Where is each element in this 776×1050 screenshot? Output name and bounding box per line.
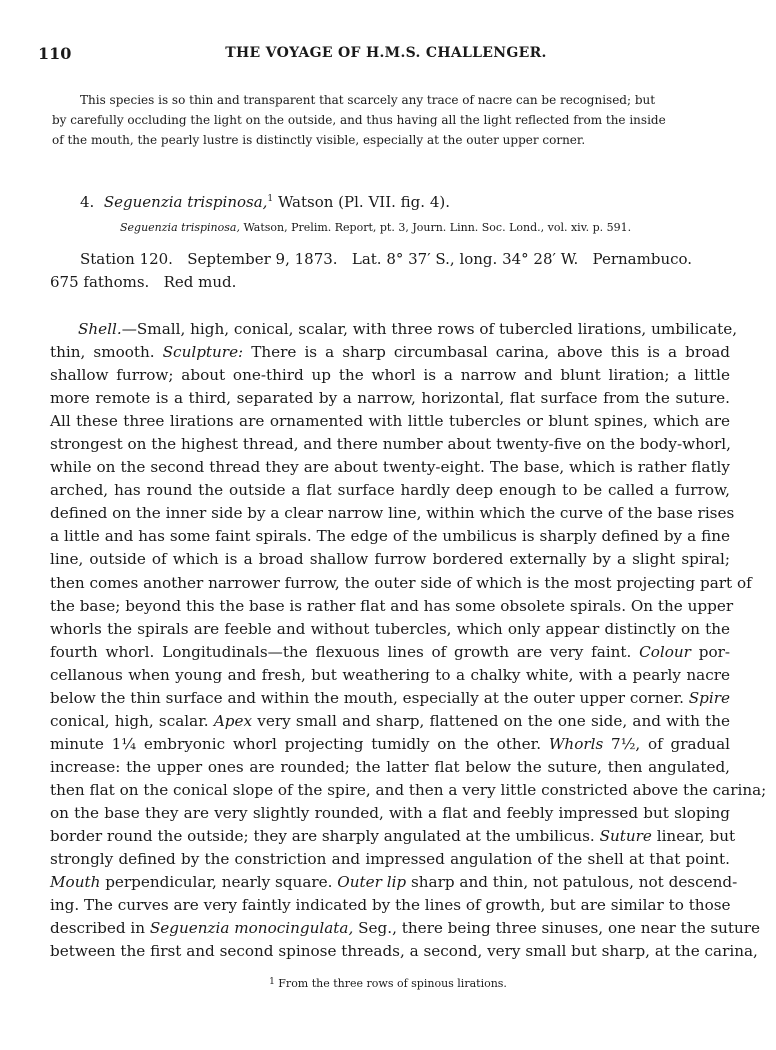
description-line: then comes another narrower furrow, the outer side of which is the most projecting part of — [50, 573, 752, 592]
description-line: more remote is a third, separated by a narrow, horizontal, flat surface from the suture. — [50, 389, 730, 408]
species-heading — [80, 193, 450, 211]
station-record — [50, 248, 730, 294]
description-line: a little and has some faint spirals. The edge of the umbilicus is sharply defined by a fine — [50, 527, 730, 546]
description-line: All these three lirations are ornamented with little tubercles or blunt spines, which are — [50, 412, 730, 431]
description-line: defined on the inner side by a clear narrow line, within which the curve of the base rises — [50, 504, 735, 523]
page-number: 110 — [38, 44, 72, 63]
description-line: below the thin surface and within the mouth, especially at the outer upper corner. Spire — [50, 688, 730, 707]
synonym-name: Seguenzia trispinosa, — [120, 221, 240, 234]
description-line: shallow furrow; about one-third up the whorl is a narrow and blunt liration; a little — [50, 366, 730, 385]
footnote-text: From the three rows of spinous lirations. — [278, 977, 507, 990]
footnote — [0, 977, 776, 990]
station-depth: 675 fathoms. Red mud. — [50, 273, 237, 291]
description-line: increase: the upper ones are rounded; the latter flat below the suture, then angulated, — [50, 757, 730, 776]
description-line: whorls the spirals are feeble and without tubercles, which only appear distinctly on the — [50, 619, 730, 638]
species-author: Watson (Pl. VII. fig. 4). — [277, 193, 450, 211]
synonym-reference: Watson, Prelim. Report, pt. 3, Journ. Linn. Soc. Lond., vol. xiv. p. 591. — [243, 221, 632, 234]
description-line: Mouth perpendicular, nearly square. Outer lip sharp and thin, not patulous, not descend- — [50, 873, 738, 892]
intro-line: of the mouth, the pearly lustre is distinctly visible, especially at the outer upper corner. — [52, 133, 586, 147]
station-line: Station 120. September 9, 1873. Lat. 8° 37′ S., long. 34° 28′ W. Pernambuco. — [80, 250, 693, 268]
intro-line: This species is so thin and transparent that scarcely any trace of nacre can be recognised; but — [80, 93, 656, 107]
page-header — [38, 44, 734, 66]
description-line: fourth whorl. Longitudinals—the flexuous lines of growth are very faint. Colour por- — [50, 642, 730, 661]
description-line: ing. The curves are very faintly indicated by the lines of growth, but are similar to those — [50, 896, 731, 915]
description-line: thin, smooth. Sculpture: There is a sharp circumbasal carina, above this is a broad — [50, 343, 730, 362]
intro-line: by carefully occluding the light on the outside, and thus having all the light reflected from the inside — [52, 113, 666, 127]
description-line: while on the second thread they are about twenty-eight. The base, which is rather flatly — [50, 458, 730, 477]
description-line: minute 1¼ embryonic whorl projecting tumidly on the other. Whorls 7½, of gradual — [50, 734, 730, 753]
footnote-reference: 1 — [267, 194, 274, 204]
intro-paragraph — [52, 90, 724, 150]
description-line: arched, has round the outside a flat surface hardly deep enough to be called a furrow, — [50, 481, 730, 500]
footnote-mark: 1 — [269, 977, 275, 987]
description-line: the base; beyond this the base is rather flat and has some obsolete spirals. On the upper — [50, 596, 734, 615]
species-name: Seguenzia trispinosa, — [103, 193, 268, 211]
description-line: then flat on the conical slope of the spire, and then a very little constricted above the carina; — [50, 780, 767, 799]
description-line: border round the outside; they are sharply angulated at the umbilicus. Suture linear, but — [50, 827, 736, 846]
species-number: 4. — [80, 193, 95, 211]
running-title: THE VOYAGE OF H.M.S. CHALLENGER. — [225, 45, 547, 61]
description-line: between the first and second spinose threads, a second, very small but sharp, at the carina, — [50, 942, 758, 961]
description-line: on the base they are very slightly rounded, with a flat and feebly impressed but sloping — [50, 803, 730, 822]
description-line: cellanous when young and fresh, but weathering to a chalky white, with a pearly nacre — [50, 665, 730, 684]
description-line: line, outside of which is a broad shallow furrow bordered externally by a slight spiral; — [50, 550, 730, 569]
description-line: strongest on the highest thread, and there number about twenty-five on the body-whorl, — [50, 435, 731, 454]
description-line: described in Seguenzia monocingulata, Seg., there being three sinuses, one near the suture — [50, 919, 761, 938]
shell-description — [50, 318, 767, 963]
synonymy-line — [120, 221, 631, 234]
description-line: Shell.—Small, high, conical, scalar, with three rows of tubercled lirations, umbilicate, — [78, 320, 738, 338]
description-line: conical, high, scalar. Apex very small and sharp, flattened on the one side, and with the — [50, 711, 731, 730]
description-line: strongly defined by the constriction and impressed angulation of the shell at that point. — [50, 850, 730, 869]
